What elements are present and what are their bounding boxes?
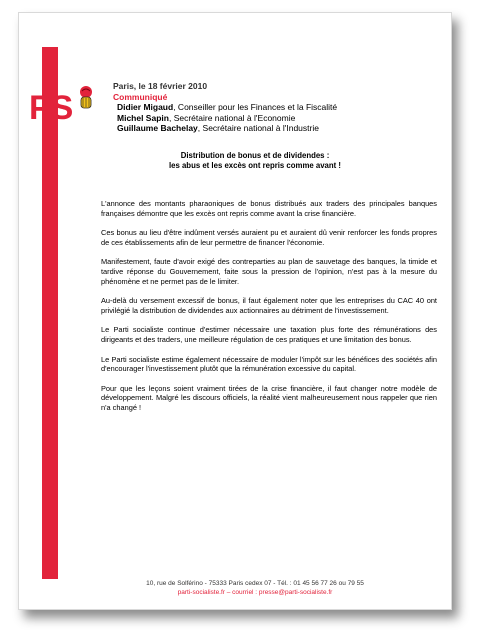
footer-address: 10, rue de Solférino - 75333 Paris cedex 07 - Tél. : 01 45 56 77 26 ou 79 55 [146, 580, 364, 587]
rose-fist-icon [77, 85, 95, 113]
person-name: Guillaume Bachelay [117, 123, 198, 133]
press-release-title [79, 151, 431, 171]
person-role: , Secrétaire national à l'Economie [168, 112, 296, 123]
person-name: Michel Sapin [117, 112, 169, 123]
paragraph: Au-delà du versement excessif de bonus, il faut également noter que les entreprises du CAC 40 ont privilégié la distribution de dividendes aux actionnaires au détriment de l'investissement. [101, 296, 437, 315]
person-role: , Secrétaire national à l'Industrie [197, 123, 319, 133]
person-name: Didier Migaud [117, 102, 174, 112]
person-line [113, 102, 337, 113]
footer-links[interactable]: parti-socialiste.fr – courriel : presse@parti-socialiste.fr [177, 589, 333, 596]
footer [79, 579, 431, 597]
date-line: Paris, le 18 février 2010 [113, 81, 208, 91]
paragraph: Pour que les leçons soient vraiment tirées de la crise financière, il faut changer notre modèle de développement. Malgré les discours officiels, la réalité vient malheureusement nous rappeler que rien n'a changé ! [101, 383, 437, 412]
document-page [18, 12, 452, 610]
paragraph: Le Parti socialiste estime également nécessaire de moduler l'impôt sur les bénéfices des sociétés afin d'encourager l'investissement plutôt que la rémunération excessive du capital. [101, 354, 437, 374]
paragraph: L'annonce des montants pharaoniques de bonus distribués aux traders des principales banques françaises démontre que les excès ont repris comme avant la crise financière. [101, 199, 437, 218]
body-text [101, 199, 437, 423]
person-line [113, 123, 337, 134]
person-line [113, 113, 337, 124]
paragraph: Le Parti socialiste continue d'estimer nécessaire une taxation plus forte des rémunérations des dirigeants et des traders, une meilleure régulation de ces pratiques et une limitation des bonus. [101, 325, 437, 344]
logo-text: PS [29, 89, 73, 127]
title-line-2: les abus et les excès ont repris comme avant ! [168, 161, 342, 170]
header-block [113, 81, 337, 134]
ps-logo [27, 85, 95, 129]
paragraph: Manifestement, faute d'avoir exigé des contreparties au plan de sauvetage des banques, la timide et tardive réponse du Gouvernement, faite sous la pression de l'opinion, n'est pas à la mesure du phénomène et ne permet pas de le limiter. [101, 257, 437, 286]
title-line-1: Distribution de bonus et de dividendes : [180, 151, 330, 160]
person-role: , Conseiller pour les Finances et la Fiscalité [173, 102, 338, 112]
paragraph: Ces bonus au lieu d'être indûment versés auraient pu et auraient dû venir renforcer les fonds propres de ces établissements afin de leur permettre de financer l'économie. [101, 228, 437, 247]
communique-label: Communiqué [113, 91, 168, 102]
